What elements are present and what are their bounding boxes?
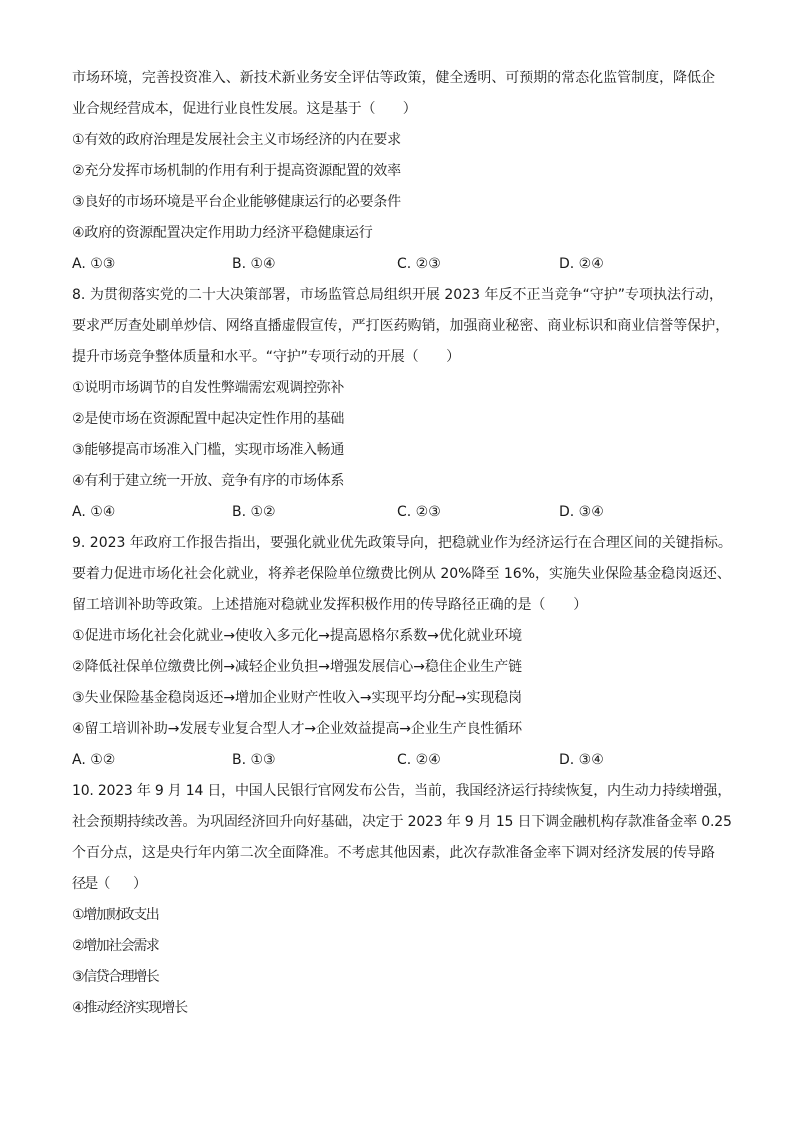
q9-item-3: ③失业保险基金稳岗返还→增加企业财产性收入→实现平均分配→实现稳岗 <box>72 690 523 706</box>
q7-item-4: ④政府的资源配置决定作用助力经济平稳健康运行 <box>72 225 373 241</box>
q9-option-c[interactable]: C. ②④ <box>397 752 441 768</box>
q8-option-c[interactable]: C. ②③ <box>397 504 441 520</box>
q9-item-4: ④留工培训补助→发展专业复合型人才→企业效益提高→企业生产良性循环 <box>72 721 523 737</box>
q7-option-c[interactable]: C. ②③ <box>397 256 441 272</box>
q7-options <box>72 254 742 274</box>
q9-item-1: ①促进市场化社会化就业→使收入多元化→提高恩格尔系数→优化就业环境 <box>72 628 523 644</box>
q7-item-1: ①有效的政府治理是发展社会主义市场经济的内在要求 <box>72 132 401 148</box>
q9-options <box>72 750 742 770</box>
q9-stem-line-1: 9. 2023 年政府工作报告指出，要强化就业优先政策导向，把稳就业作为经济运行在合理区间的关键指标。 <box>72 535 732 551</box>
q10-stem-line-4: 径是（ ） <box>72 876 146 892</box>
q7-option-a[interactable]: A. ①③ <box>72 256 116 272</box>
q10-item-3: ③信贷合理增长 <box>72 969 159 985</box>
q7-option-d[interactable]: D. ②④ <box>559 256 604 272</box>
q9-option-d[interactable]: D. ③④ <box>559 752 604 768</box>
q8-item-1: ①说明市场调节的自发性弊端需宏观调控弥补 <box>72 380 345 396</box>
q7-option-b[interactable]: B. ①④ <box>232 256 276 272</box>
q7-item-2: ②充分发挥市场机制的作用有利于提高资源配置的效率 <box>72 163 401 179</box>
q7-stem-line-2: 业合规经营成本，促进行业良性发展。这是基于（ ） <box>72 101 417 117</box>
q10-item-2: ②增加社会需求 <box>72 938 159 954</box>
q8-item-4: ④有利于建立统一开放、竞争有序的市场体系 <box>72 473 345 489</box>
q9-option-a[interactable]: A. ①② <box>72 752 116 768</box>
q7-stem-line-1: 市场环境，完善投资准入、新技术新业务安全评估等政策，健全透明、可预期的常态化监管制度，降低企 <box>72 70 715 86</box>
q8-item-3: ③能够提高市场准入门槛，实现市场准入畅通 <box>72 442 345 458</box>
q10-stem-line-2: 社会预期持续改善。为巩固经济回升向好基础，决定于 2023 年 9 月 15 日下调金融机构存款准备金率 0.25 <box>72 814 732 830</box>
q9-option-b[interactable]: B. ①③ <box>232 752 276 768</box>
q9-item-2: ②降低社保单位缴费比例→减轻企业负担→增强发展信心→稳住企业生产链 <box>72 659 523 675</box>
q8-stem-line-3: 提升市场竞争整体质量和水平。“守护”专项行动的开展（ ） <box>72 349 460 365</box>
q8-options <box>72 502 742 522</box>
q8-option-d[interactable]: D. ③④ <box>559 504 604 520</box>
q10-item-4: ④推动经济实现增长 <box>72 1000 188 1016</box>
q10-stem-line-3: 个百分点，这是央行年内第二次全面降准。不考虑其他因素，此次存款准备金率下调对经济发展的传导路 <box>72 845 715 861</box>
q8-option-b[interactable]: B. ①② <box>232 504 276 520</box>
q8-stem-line-2: 要求严厉查处刷单炒信、网络直播虚假宣传，严打医药购销，加强商业秘密、商业标识和商业信誉等保护， <box>72 318 730 334</box>
q8-item-2: ②是使市场在资源配置中起决定性作用的基础 <box>72 411 345 427</box>
q7-item-3: ③良好的市场环境是平台企业能够健康运行的必要条件 <box>72 194 401 210</box>
q9-stem-line-2: 要着力促进市场化社会化就业，将养老保险单位缴费比例从 20%降至 16%，实施失业保险基金稳岗返还、 <box>72 566 731 582</box>
q10-item-1: ①增加财政支出 <box>72 907 159 923</box>
q9-stem-line-3: 留工培训补助等政策。上述措施对稳就业发挥积极作用的传导路径正确的是（ ） <box>72 597 588 613</box>
q10-stem-line-1: 10. 2023 年 9 月 14 日，中国人民银行官网发布公告，当前，我国经济运行持续恢复，内生动力持续增强， <box>72 783 732 799</box>
q8-stem-line-1: 8. 为贯彻落实党的二十大决策部署，市场监管总局组织开展 2023 年反不正当竞争“守护”专项执法行动， <box>72 287 724 303</box>
q8-option-a[interactable]: A. ①④ <box>72 504 116 520</box>
